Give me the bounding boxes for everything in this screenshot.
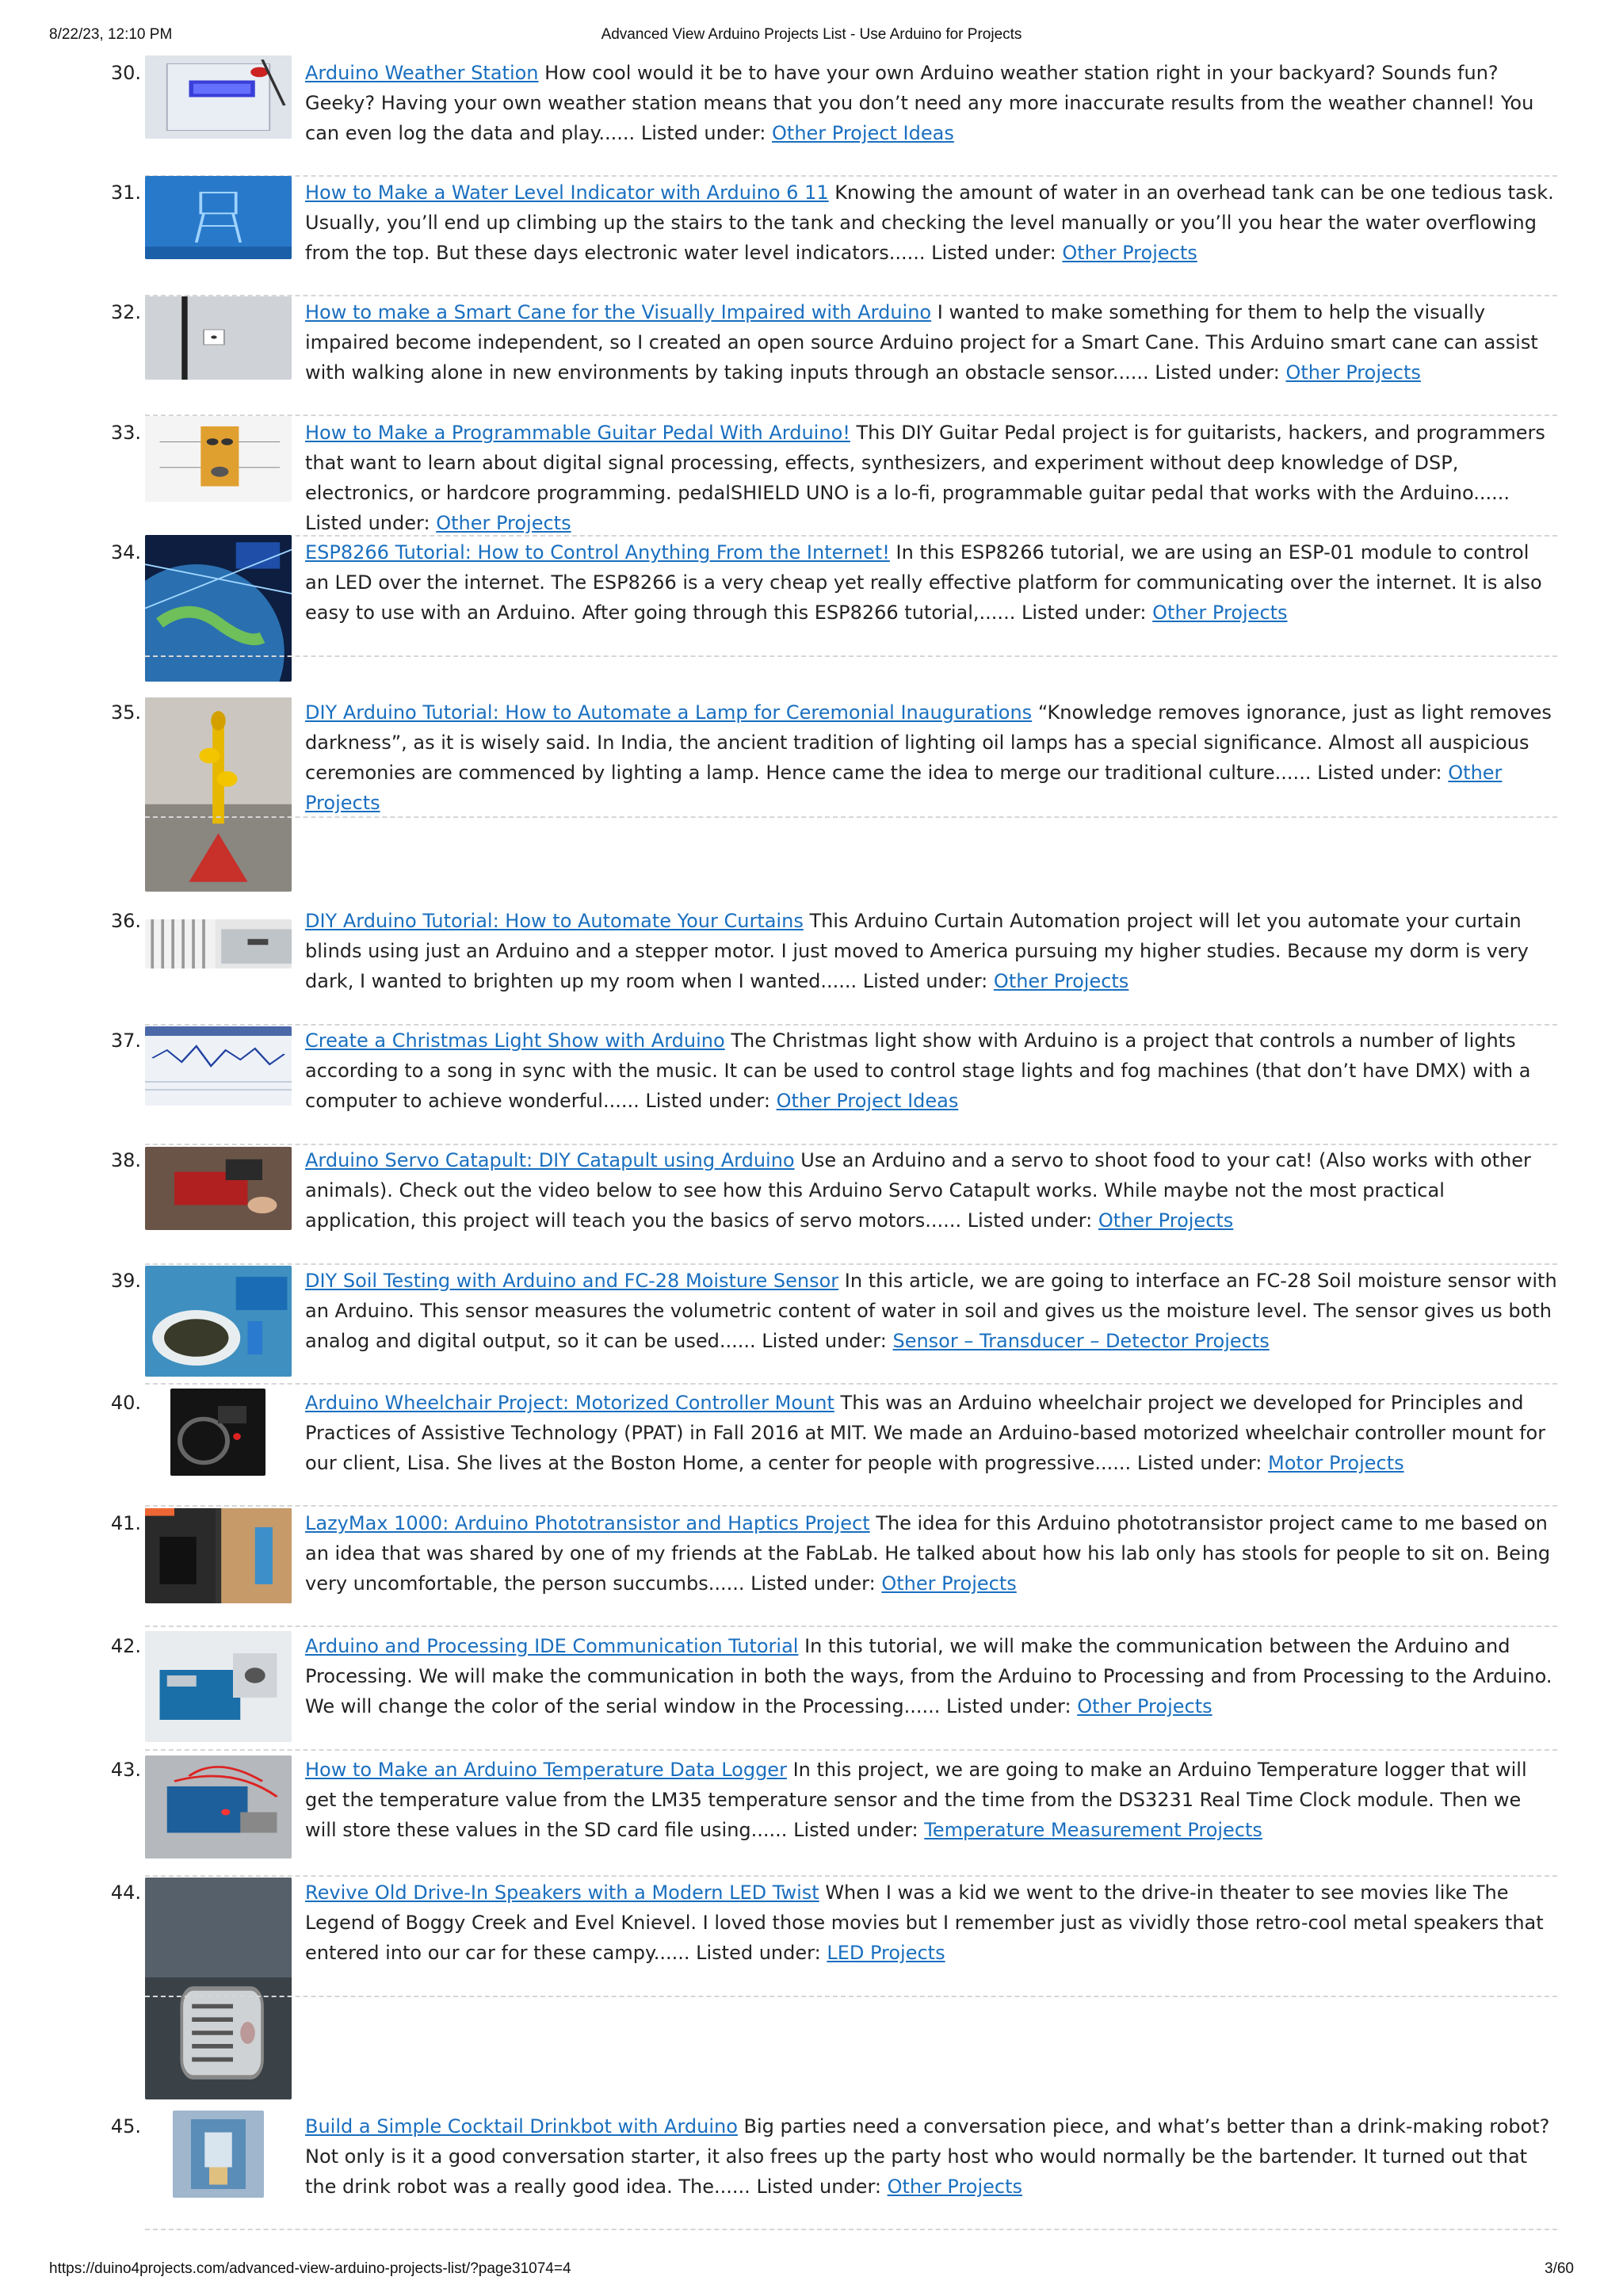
- light-show-software-screenshot: [145, 1026, 292, 1106]
- soil-sensor-photo: [145, 1266, 292, 1377]
- item-number: 31.: [110, 181, 141, 204]
- item-separator: [145, 1263, 1557, 1265]
- project-summary: [305, 697, 1557, 818]
- listed-under-label: Listed under:: [1136, 1452, 1262, 1474]
- project-thumbnail[interactable]: [145, 697, 292, 892]
- project-thumbnail[interactable]: [145, 296, 292, 380]
- project-thumbnail[interactable]: [145, 1631, 292, 1742]
- listed-under-label: Listed under:: [762, 1330, 887, 1352]
- project-title-link[interactable]: DIY Arduino Tutorial: How to Automate Your Curtains: [305, 910, 804, 932]
- project-thumbnail[interactable]: [145, 55, 292, 139]
- listed-under-label: Listed under:: [1155, 361, 1280, 384]
- item-separator: [145, 415, 1557, 416]
- project-title-link[interactable]: ESP8266 Tutorial: How to Control Anything From the Internet!: [305, 541, 890, 563]
- item-separator: [145, 535, 1557, 537]
- listed-under-label: Listed under:: [750, 1572, 876, 1595]
- item-separator: [145, 2229, 1557, 2230]
- item-separator: [145, 1383, 1557, 1385]
- drive-in-speaker-photo: [145, 1878, 292, 2099]
- project-description: “Knowledge removes ignorance, just as light removes darkness”, as it is wisely said. In India, the ancient tradition of lighting oil lamps has a special significance. Almost all auspicious ceremonies are commenced by lighting a lamp. Hence came the idea to merge our traditional culture......: [305, 701, 1552, 784]
- project-thumbnail[interactable]: [145, 919, 292, 968]
- project-summary: [305, 1388, 1557, 1478]
- project-title-link[interactable]: How to Make a Water Level Indicator with Arduino 6 11: [305, 181, 829, 204]
- project-title-link[interactable]: How to make a Smart Cane for the Visually Impaired with Arduino: [305, 301, 932, 323]
- category-link[interactable]: Other Projects: [1062, 242, 1197, 264]
- listed-under-label: Listed under:: [696, 1942, 821, 1964]
- project-thumbnail[interactable]: [145, 1878, 292, 2099]
- item-separator: [145, 1875, 1557, 1877]
- wheelchair-photo: [170, 1389, 265, 1476]
- item-number: 32.: [110, 301, 141, 323]
- project-summary: [305, 2111, 1557, 2202]
- project-title-link[interactable]: Build a Simple Cocktail Drinkbot with Arduino: [305, 2115, 738, 2137]
- project-summary: [305, 297, 1557, 388]
- project-title-link[interactable]: Arduino Wheelchair Project: Motorized Controller Mount: [305, 1392, 834, 1414]
- print-datetime: 8/22/23, 12:10 PM: [49, 26, 173, 43]
- listed-under-label: Listed under:: [1021, 602, 1147, 624]
- print-footer: [49, 2260, 1574, 2284]
- item-separator: [145, 175, 1557, 177]
- project-title-link[interactable]: How to Make a Programmable Guitar Pedal With Arduino!: [305, 422, 850, 444]
- item-number: 39.: [110, 1270, 141, 1292]
- item-separator: [145, 655, 1557, 657]
- listed-under-label: Listed under:: [946, 1695, 1071, 1717]
- listed-under-label: Listed under:: [862, 970, 988, 992]
- project-description: The idea for this Arduino phototransistor project came to me based on an idea that was shared by one of my friends at the FabLab. He talked about how his lab only has stools for people to sit on. Being very uncomfortable, the person succumbs......: [305, 1512, 1551, 1595]
- category-link[interactable]: Other Projects: [1152, 602, 1288, 624]
- data-logger-photo: [145, 1755, 292, 1859]
- project-title-link[interactable]: Arduino and Processing IDE Communication Tutorial: [305, 1635, 799, 1657]
- item-number: 44.: [110, 1881, 141, 1904]
- project-title-link[interactable]: DIY Arduino Tutorial: How to Automate a Lamp for Ceremonial Inaugurations: [305, 701, 1033, 724]
- arduino-board-photo: [145, 1631, 292, 1742]
- project-title-link[interactable]: Revive Old Drive-In Speakers with a Modern LED Twist: [305, 1881, 819, 1904]
- project-summary: [305, 1026, 1557, 1116]
- category-link[interactable]: Other Project Ideas: [772, 122, 954, 144]
- category-link[interactable]: LED Projects: [827, 1942, 945, 1964]
- project-description: I wanted to make something for them to help the visually impaired become independent, so I created an open source Arduino project for a Smart Cane. This Arduino smart cane can assist with walking alone in new environments by taking inputs through an obstacle sensor......: [305, 301, 1538, 384]
- project-thumbnail[interactable]: [170, 1389, 265, 1476]
- category-link[interactable]: Sensor – Transducer – Detector Projects: [892, 1330, 1270, 1352]
- listed-under-label: Listed under:: [640, 122, 766, 144]
- listed-under-label: Listed under:: [305, 512, 430, 534]
- project-description: In this project, we are going to make an Arduino Temperature logger that will get the temperature value from the LM35 temperature sensor and the time from the DS3231 Real Time Clock module. Then we will store these values in the SD card file using......: [305, 1759, 1527, 1841]
- category-link[interactable]: Other Projects: [993, 970, 1129, 992]
- listed-under-label: Listed under:: [931, 242, 1056, 264]
- project-summary: [305, 178, 1557, 268]
- ceremonial-lamp-photo: [145, 697, 292, 892]
- project-summary: [305, 1878, 1557, 1968]
- item-separator: [145, 1996, 1557, 1997]
- listed-under-label: Listed under:: [645, 1090, 770, 1112]
- project-summary: [305, 58, 1557, 148]
- category-link[interactable]: Other Project Ideas: [776, 1090, 959, 1112]
- project-description: This DIY Guitar Pedal project is for guitarists, hackers, and programmers that want to learn about digital signal processing, effects, synthesizers, and experiment without deep knowledge of DSP, electronics, or hardcore programming. pedalSHIELD UNO is a lo-fi, programmable guitar pedal that works with the Arduino......: [305, 422, 1545, 504]
- project-title-link[interactable]: Create a Christmas Light Show with Arduino: [305, 1030, 725, 1052]
- item-number: 38.: [110, 1149, 141, 1171]
- project-thumbnail[interactable]: [145, 535, 292, 682]
- item-number: 33.: [110, 422, 141, 444]
- project-thumbnail[interactable]: [145, 1755, 292, 1859]
- project-description: In this ESP8266 tutorial, we are using an ESP-01 module to control an LED over the internet. The ESP8266 is a very cheap yet really effective platform for communicating over the internet. It is also easy to use with an Arduino. After going through this ESP8266 tutorial,......: [305, 541, 1542, 624]
- project-thumbnail[interactable]: [145, 1508, 292, 1603]
- project-summary: [305, 1631, 1557, 1721]
- project-thumbnail[interactable]: [145, 1026, 292, 1106]
- item-number: 45.: [110, 2115, 141, 2137]
- project-thumbnail[interactable]: [145, 1266, 292, 1377]
- project-thumbnail[interactable]: [173, 2111, 264, 2198]
- drinkbot-photo: [173, 2111, 264, 2198]
- category-link[interactable]: Other Projects: [881, 1572, 1017, 1595]
- print-title: Advanced View Arduino Projects List - Use Arduino for Projects: [601, 26, 1022, 43]
- item-number: 43.: [110, 1759, 141, 1781]
- listed-under-label: Listed under:: [756, 2176, 881, 2198]
- project-description: This was an Arduino wheelchair project we developed for Principles and Practices of Assistive Technology (PPAT) in Fall 2016 at MIT. We made an Arduino-based motorized wheelchair controller mount for our client, Lisa. She lives at the Boston Home, a center for people with progressive......: [305, 1392, 1546, 1474]
- project-summary: [305, 1755, 1557, 1845]
- item-number: 40.: [110, 1392, 141, 1414]
- weather-station-photo: [145, 55, 292, 139]
- project-summary: [305, 1145, 1557, 1236]
- item-number: 42.: [110, 1635, 141, 1657]
- project-description: This Arduino Curtain Automation project will let you automate your curtain blinds using just an Arduino and a stepper motor. I just moved to America pursuing my higher studies. Because my dorm is very dark, I wanted to brighten up my room when I wanted......: [305, 910, 1529, 992]
- print-header: [49, 26, 1574, 50]
- category-link[interactable]: Other Projects: [436, 512, 571, 534]
- project-description: In this article, we are going to interface an FC-28 Soil moisture sensor with an Arduino. This sensor measures the volumetric content of water in soil and gives us the moisture level. The sensor gives us both analog and digital output, so it can be used......: [305, 1270, 1557, 1352]
- print-url: https://duino4projects.com/advanced-view-arduino-projects-list/?page31074=4: [49, 2260, 571, 2277]
- project-summary: [305, 1508, 1557, 1599]
- project-summary: [305, 537, 1557, 628]
- category-link[interactable]: Other Projects: [887, 2176, 1023, 2198]
- water-tank-photo: [145, 176, 292, 259]
- project-title-link[interactable]: LazyMax 1000: Arduino Phototransistor and Haptics Project: [305, 1512, 870, 1534]
- project-thumbnail[interactable]: [145, 1147, 292, 1230]
- category-link[interactable]: Motor Projects: [1268, 1452, 1404, 1474]
- guitar-pedal-photo: [145, 416, 292, 502]
- project-thumbnail[interactable]: [145, 416, 292, 502]
- project-title-link[interactable]: DIY Soil Testing with Arduino and FC-28 Moisture Sensor: [305, 1270, 839, 1292]
- item-number: 37.: [110, 1030, 141, 1052]
- project-description: Big parties need a conversation piece, and what’s better than a drink-making robot? Not only is it a good conversation starter, it also frees up the party host who would normally be the bartender. It turned out that the drink robot was a really good idea. The......: [305, 2115, 1550, 2198]
- item-separator: [145, 1505, 1557, 1507]
- project-title-link[interactable]: How to Make an Arduino Temperature Data Logger: [305, 1759, 787, 1781]
- item-number: 41.: [110, 1512, 141, 1534]
- item-number: 35.: [110, 701, 141, 724]
- category-link[interactable]: Other Projects: [1077, 1695, 1212, 1717]
- item-separator: [145, 816, 1557, 818]
- project-description: Use an Arduino and a servo to shoot food to your cat! (Also works with other animals). Check out the video below to see how this Arduino Servo Catapult works. While maybe not the most practical application, this project will teach you the basics of servo motors......: [305, 1149, 1531, 1232]
- project-description: In this tutorial, we will make the communication between the Arduino and Processing. We will make the communication in both the ways, from the Arduino to Processing and from Processing to the Arduino. We will change the color of the serial window in the Processing......: [305, 1635, 1552, 1717]
- project-title-link[interactable]: Arduino Weather Station: [305, 62, 539, 84]
- listed-under-label: Listed under:: [967, 1209, 1093, 1232]
- project-description: When I was a kid we went to the drive-in theater to see movies like The Legend of Boggy Creek and Evel Knievel. I loved those movies but I remember just as vividly those retro-cool metal speakers that entered into our car for these campy......: [305, 1881, 1544, 1964]
- item-number: 36.: [110, 910, 141, 932]
- project-description: How cool would it be to have your own Arduino weather station right in your backyard? Sounds fun? Geeky? Having your own weather station means that you don’t need any more inaccurate results from the weather channel! You can even log the data and play......: [305, 62, 1534, 144]
- earth-network-photo: [145, 535, 292, 682]
- project-description: Knowing the amount of water in an overhead tank can be one tedious task. Usually, you’ll end up climbing up the stairs to the tank and checking the level manually or you’ll you hear the water overflowing from the top. But these days electronic water level indicators......: [305, 181, 1554, 264]
- listed-under-label: Listed under:: [793, 1819, 918, 1841]
- project-summary: [305, 906, 1557, 996]
- project-summary: [305, 1266, 1557, 1356]
- item-separator: [145, 1749, 1557, 1751]
- servo-catapult-photo: [145, 1147, 292, 1230]
- page-number: 3/60: [1545, 2260, 1574, 2277]
- category-link[interactable]: Other Projects: [305, 762, 1503, 814]
- project-thumbnail[interactable]: [145, 176, 292, 259]
- phototransistor-photo: [145, 1508, 292, 1603]
- category-link[interactable]: Temperature Measurement Projects: [924, 1819, 1262, 1841]
- project-summary: [305, 418, 1557, 538]
- project-title-link[interactable]: Arduino Servo Catapult: DIY Catapult using Arduino: [305, 1149, 795, 1171]
- item-separator: [145, 295, 1557, 296]
- smart-cane-photo: [145, 296, 292, 380]
- curtain-photo: [145, 919, 292, 968]
- category-link[interactable]: Other Projects: [1285, 361, 1421, 384]
- item-number: 30.: [110, 62, 141, 84]
- item-separator: [145, 1626, 1557, 1627]
- category-link[interactable]: Other Projects: [1098, 1209, 1234, 1232]
- item-number: 34.: [110, 541, 141, 563]
- listed-under-label: Listed under:: [1317, 762, 1442, 784]
- project-description: The Christmas light show with Arduino is a project that controls a number of lights according to a song in sync with the music. It can be used to control stage lights and fog machines (that don’t have DMX) with a computer to achieve wonderful......: [305, 1030, 1531, 1112]
